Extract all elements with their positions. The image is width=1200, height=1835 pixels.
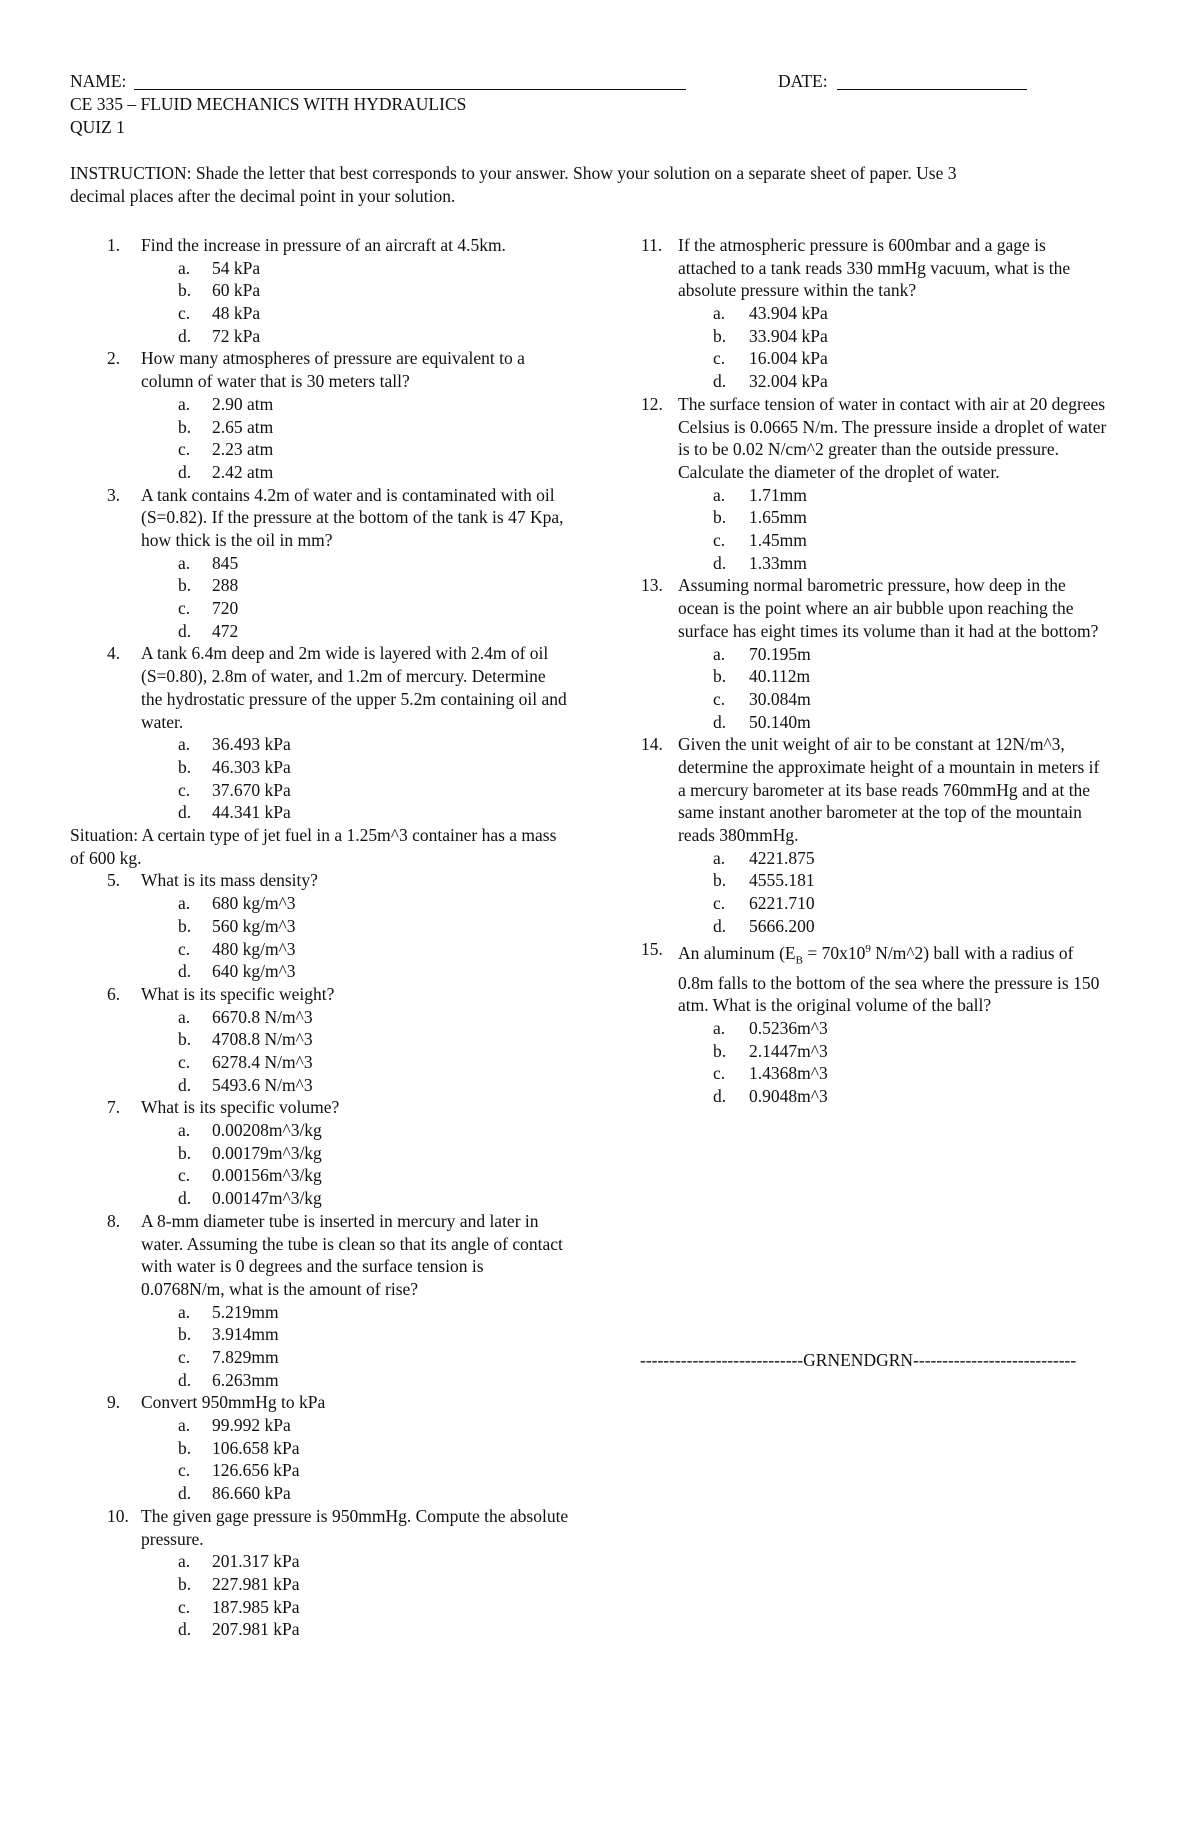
- option-letter[interactable]: d.: [713, 1086, 727, 1107]
- option-letter[interactable]: b.: [178, 575, 192, 596]
- answer-option[interactable]: [638, 552, 1108, 575]
- question-number: 2.: [107, 348, 121, 369]
- question: [70, 347, 570, 392]
- answer-option[interactable]: [70, 1051, 570, 1074]
- question-15: [638, 938, 1108, 1017]
- question: [638, 574, 1108, 642]
- question-number: 13.: [641, 575, 663, 596]
- answer-option[interactable]: [70, 620, 570, 643]
- option-letter[interactable]: a.: [178, 893, 191, 914]
- option-letter[interactable]: c.: [713, 530, 726, 551]
- question-text: A tank contains 4.2m of water and is contaminated with oil (S=0.82). If the pressure at the bottom of the tank is 47 Kpa, how thick is the oil in mm?: [141, 484, 564, 551]
- answer-option[interactable]: [638, 1085, 1108, 1108]
- right-question-group: [638, 234, 1108, 938]
- question-text: What is its specific volume?: [141, 1097, 340, 1118]
- question-text: A tank 6.4m deep and 2m wide is layered with 2.4m of oil (S=0.80), 2.8m of water, and 1.2m of mercury. Determine the hydrostatic pressure of the upper 5.2m containing oil and water.: [141, 643, 567, 732]
- answer-option[interactable]: [70, 1437, 570, 1460]
- answer-option[interactable]: [638, 529, 1108, 552]
- option-letter[interactable]: b.: [178, 756, 192, 777]
- option-letter[interactable]: b.: [178, 1029, 192, 1050]
- answer-option[interactable]: [70, 257, 570, 280]
- option-text: 5.219mm: [212, 1301, 279, 1322]
- answer-option[interactable]: [70, 1550, 570, 1573]
- question: [638, 234, 1108, 302]
- option-text: 0.9048m^3: [749, 1086, 828, 1107]
- answer-option[interactable]: [70, 1074, 570, 1097]
- option-letter[interactable]: b.: [713, 1040, 727, 1061]
- question-text: Given the unit weight of air to be constant at 12N/m^3, determine the approximate height of a mountain in meters if a mercury barometer at its base reads 760mmHg and at the same instant another barometer at the top of the mountain reads 380mmHg.: [678, 734, 1100, 846]
- option-text: 36.493 kPa: [212, 734, 291, 755]
- option-letter[interactable]: c.: [713, 1063, 726, 1084]
- answer-option[interactable]: [70, 1164, 570, 1187]
- answer-option[interactable]: [70, 1323, 570, 1346]
- option-text: 2.1447m^3: [749, 1040, 828, 1061]
- answer-option[interactable]: [70, 915, 570, 938]
- option-text: 6670.8 N/m^3: [212, 1006, 313, 1027]
- option-text: 126.656 kPa: [212, 1460, 300, 1481]
- answer-option[interactable]: [70, 1369, 570, 1392]
- question-text: If the atmospheric pressure is 600mbar and a gage is attached to a tank reads 330 mmHg vacuum, what is the absolute pressure within the tank?: [678, 235, 1071, 301]
- option-text: 2.90 atm: [212, 393, 274, 414]
- answer-option[interactable]: [70, 279, 570, 302]
- option-letter[interactable]: c.: [178, 779, 191, 800]
- question-number: 4.: [107, 643, 121, 664]
- question-number: 8.: [107, 1210, 121, 1231]
- question-15-text-part-2: = 70x10: [802, 942, 866, 963]
- question-15-text-part-1: An aluminum (E: [678, 942, 796, 963]
- option-text: 288: [212, 575, 239, 596]
- answer-option[interactable]: [70, 938, 570, 961]
- option-text: 720: [212, 598, 239, 619]
- question-number: 6.: [107, 983, 121, 1004]
- option-letter[interactable]: c.: [178, 938, 191, 959]
- option-letter[interactable]: a.: [178, 552, 191, 573]
- question-number: 5.: [107, 870, 121, 891]
- date-label: DATE:: [778, 71, 828, 91]
- option-text: 2.65 atm: [212, 416, 274, 437]
- question-number: 3.: [107, 484, 121, 505]
- option-text: 44.341 kPa: [212, 802, 291, 823]
- answer-option[interactable]: [70, 1459, 570, 1482]
- quiz-page: [70, 70, 1140, 1640]
- name-label: NAME:: [70, 71, 127, 91]
- answer-option[interactable]: [638, 665, 1108, 688]
- option-letter[interactable]: d.: [178, 1483, 192, 1504]
- question: [70, 642, 570, 733]
- option-text: 472: [212, 620, 239, 641]
- option-text: 1.65mm: [749, 507, 807, 528]
- option-text: 227.981 kPa: [212, 1573, 300, 1594]
- header-row: [70, 70, 1140, 93]
- answer-option[interactable]: [638, 506, 1108, 529]
- option-letter[interactable]: a.: [713, 1017, 726, 1038]
- question: [70, 1391, 570, 1414]
- option-text: 1.45mm: [749, 530, 807, 551]
- answer-option[interactable]: [70, 1596, 570, 1619]
- question-text: The given gage pressure is 950mmHg. Compute the absolute pressure.: [141, 1505, 569, 1549]
- answer-option[interactable]: [70, 325, 570, 348]
- option-letter[interactable]: a.: [713, 484, 726, 505]
- option-text: 60 kPa: [212, 280, 261, 301]
- question-number: 14.: [641, 734, 663, 755]
- answer-option[interactable]: [70, 1482, 570, 1505]
- option-text: 30.084m: [749, 688, 811, 709]
- option-text: 4221.875: [749, 847, 815, 868]
- question-text: What is its specific weight?: [141, 983, 335, 1004]
- question: [70, 1096, 570, 1119]
- option-letter[interactable]: c.: [713, 348, 726, 369]
- option-text: 0.00179m^3/kg: [212, 1142, 322, 1163]
- course-title: CE 335 – FLUID MECHANICS WITH HYDRAULICS: [70, 94, 467, 114]
- option-text: 32.004 kPa: [749, 371, 828, 392]
- option-letter[interactable]: d.: [178, 1369, 192, 1390]
- answer-option[interactable]: [70, 1618, 570, 1641]
- option-letter[interactable]: a.: [178, 1415, 191, 1436]
- option-letter[interactable]: a.: [178, 1120, 191, 1141]
- option-letter[interactable]: d.: [178, 1188, 192, 1209]
- option-letter[interactable]: b.: [713, 666, 727, 687]
- option-text: 6278.4 N/m^3: [212, 1051, 313, 1072]
- question-number: 15.: [641, 938, 663, 959]
- answer-option[interactable]: [638, 711, 1108, 734]
- left-question-group-1: [70, 234, 570, 824]
- option-letter[interactable]: d.: [178, 802, 192, 823]
- option-letter[interactable]: b.: [178, 1437, 192, 1458]
- option-text: 40.112m: [749, 666, 811, 687]
- option-letter[interactable]: b.: [178, 1142, 192, 1163]
- option-text: 0.00156m^3/kg: [212, 1165, 322, 1186]
- answer-option[interactable]: [70, 393, 570, 416]
- option-letter[interactable]: b.: [178, 280, 192, 301]
- option-text: 0.5236m^3: [749, 1017, 828, 1038]
- end-mark: ----------------------------GRNENDGRN----------------------------: [640, 1350, 1077, 1370]
- option-text: 4555.181: [749, 870, 815, 891]
- question-number: 10.: [107, 1505, 129, 1526]
- question-text: Convert 950mmHg to kPa: [141, 1392, 326, 1413]
- name-blank-line: [134, 89, 686, 90]
- option-letter[interactable]: d.: [713, 711, 727, 732]
- question-number: 9.: [107, 1392, 121, 1413]
- answer-option[interactable]: [70, 1142, 570, 1165]
- instruction-line-2: decimal places after the decimal point in your solution.: [70, 186, 456, 206]
- option-text: 187.985 kPa: [212, 1596, 300, 1617]
- answer-option[interactable]: [638, 325, 1108, 348]
- option-text: 16.004 kPa: [749, 348, 828, 369]
- date-blank-line: [837, 89, 1027, 90]
- option-letter[interactable]: d.: [178, 1619, 192, 1640]
- answer-option[interactable]: [638, 869, 1108, 892]
- answer-option[interactable]: [70, 1187, 570, 1210]
- instruction-line-1: INSTRUCTION: Shade the letter that best corresponds to your answer. Show your solution on a separate sheet of paper. Use 3: [70, 163, 957, 183]
- option-text: 5666.200: [749, 915, 815, 936]
- option-text: 480 kg/m^3: [212, 938, 296, 959]
- answer-option[interactable]: [70, 1346, 570, 1369]
- option-text: 2.23 atm: [212, 439, 274, 460]
- option-letter[interactable]: b.: [713, 870, 727, 891]
- option-letter[interactable]: c.: [178, 1460, 191, 1481]
- question-15-subscript: B: [795, 953, 803, 966]
- option-text: 5493.6 N/m^3: [212, 1074, 313, 1095]
- instruction: [70, 162, 1080, 208]
- option-letter[interactable]: c.: [178, 1051, 191, 1072]
- option-letter[interactable]: b.: [178, 915, 192, 936]
- question-number: 1.: [107, 235, 121, 255]
- option-text: 50.140m: [749, 711, 811, 732]
- answer-option[interactable]: [70, 461, 570, 484]
- option-letter[interactable]: c.: [178, 1165, 191, 1186]
- option-letter[interactable]: d.: [178, 961, 192, 982]
- answer-option[interactable]: [638, 1017, 1108, 1040]
- option-letter[interactable]: a.: [713, 643, 726, 664]
- option-text: 6221.710: [749, 893, 815, 914]
- option-text: 1.33mm: [749, 552, 807, 573]
- answer-option[interactable]: [70, 1119, 570, 1142]
- option-text: 0.00147m^3/kg: [212, 1188, 322, 1209]
- option-letter[interactable]: b.: [178, 1324, 192, 1345]
- question-text: The surface tension of water in contact with air at 20 degrees Celsius is 0.0665 N/m. The pressure inside a droplet of water is to be 0.02 N/cm^2 greater than the outside pressure. Calculate the diameter of the droplet of water.: [678, 393, 1107, 482]
- answer-option[interactable]: [70, 756, 570, 779]
- answer-option[interactable]: [638, 643, 1108, 666]
- option-letter[interactable]: a.: [713, 847, 726, 868]
- question-number: 12.: [641, 393, 663, 414]
- option-letter[interactable]: d.: [178, 620, 192, 641]
- answer-option[interactable]: [638, 688, 1108, 711]
- option-text: 1.71mm: [749, 484, 807, 505]
- option-text: 4708.8 N/m^3: [212, 1029, 313, 1050]
- answer-option[interactable]: [70, 779, 570, 802]
- option-letter[interactable]: d.: [713, 371, 727, 392]
- question-number: 7.: [107, 1097, 121, 1118]
- answer-option[interactable]: [70, 1414, 570, 1437]
- answer-option[interactable]: [70, 733, 570, 756]
- answer-option[interactable]: [638, 370, 1108, 393]
- answer-option[interactable]: [70, 597, 570, 620]
- answer-option[interactable]: [70, 302, 570, 325]
- option-letter[interactable]: d.: [178, 325, 192, 346]
- question-number: 11.: [641, 235, 663, 255]
- situation-text: Situation: A certain type of jet fuel in a 1.25m^3 container has a mass of 600 kg.: [70, 825, 557, 868]
- right-column: [638, 234, 1108, 1108]
- question: [70, 1505, 570, 1550]
- option-text: 845: [212, 552, 239, 573]
- answer-option[interactable]: [638, 892, 1108, 915]
- question-text: A 8-mm diameter tube is inserted in mercury and later in water. Assuming the tube is clean so that its angle of contact with water is 0 degrees and the surface tension is 0.0768N/m, what is the amount of rise?: [141, 1210, 563, 1299]
- answer-option[interactable]: [70, 892, 570, 915]
- option-letter[interactable]: d.: [713, 552, 727, 573]
- answer-option[interactable]: [70, 416, 570, 439]
- option-letter[interactable]: a.: [713, 303, 726, 324]
- option-letter[interactable]: b.: [178, 1573, 192, 1594]
- option-letter[interactable]: a.: [178, 734, 191, 755]
- answer-option[interactable]: [70, 1028, 570, 1051]
- question-text: Assuming normal barometric pressure, how deep in the ocean is the point where an air bubble upon reaching the surface has eight times its volume than it had at the bottom?: [678, 575, 1099, 641]
- option-letter[interactable]: a.: [178, 257, 191, 278]
- option-text: 207.981 kPa: [212, 1619, 300, 1640]
- question-15-options: [638, 1017, 1108, 1108]
- option-letter[interactable]: c.: [713, 893, 726, 914]
- option-text: 70.195m: [749, 643, 811, 664]
- answer-option[interactable]: [638, 484, 1108, 507]
- answer-option[interactable]: [70, 960, 570, 983]
- option-text: 1.4368m^3: [749, 1063, 828, 1084]
- question: [70, 1210, 570, 1301]
- answer-option[interactable]: [70, 801, 570, 824]
- option-letter[interactable]: b.: [713, 325, 727, 346]
- option-text: 46.303 kPa: [212, 756, 291, 777]
- option-letter[interactable]: c.: [178, 598, 191, 619]
- option-text: 640 kg/m^3: [212, 961, 296, 982]
- option-text: 33.904 kPa: [749, 325, 828, 346]
- question-text: How many atmospheres of pressure are equivalent to a column of water that is 30 meters tall?: [141, 348, 525, 392]
- option-letter[interactable]: c.: [178, 439, 191, 460]
- answer-option[interactable]: [70, 438, 570, 461]
- option-text: 0.00208m^3/kg: [212, 1120, 322, 1141]
- question-15-superscript: 9: [865, 942, 871, 955]
- answer-option[interactable]: [70, 1573, 570, 1596]
- answer-option[interactable]: [70, 574, 570, 597]
- answer-option[interactable]: [638, 302, 1108, 325]
- option-letter[interactable]: b.: [178, 416, 192, 437]
- answer-option[interactable]: [70, 552, 570, 575]
- option-letter[interactable]: c.: [178, 1596, 191, 1617]
- option-text: 560 kg/m^3: [212, 915, 296, 936]
- answer-option[interactable]: [638, 915, 1108, 938]
- answer-option[interactable]: [70, 1006, 570, 1029]
- left-column: [70, 234, 570, 1641]
- option-letter[interactable]: c.: [713, 688, 726, 709]
- option-text: 106.658 kPa: [212, 1437, 300, 1458]
- option-text: 86.660 kPa: [212, 1483, 291, 1504]
- answer-option[interactable]: [638, 347, 1108, 370]
- option-text: 43.904 kPa: [749, 303, 828, 324]
- answer-option[interactable]: [70, 1301, 570, 1324]
- option-text: 54 kPa: [212, 257, 261, 278]
- question-text: What is its mass density?: [141, 870, 318, 891]
- option-letter[interactable]: b.: [713, 507, 727, 528]
- question: [70, 983, 570, 1006]
- answer-option[interactable]: [638, 1040, 1108, 1063]
- answer-option[interactable]: [638, 847, 1108, 870]
- option-text: 48 kPa: [212, 303, 261, 324]
- question: [638, 733, 1108, 847]
- question: [70, 234, 570, 257]
- option-text: 37.670 kPa: [212, 779, 291, 800]
- quiz-title: QUIZ 1: [70, 117, 125, 137]
- option-letter[interactable]: a.: [178, 1551, 191, 1572]
- option-text: 2.42 atm: [212, 461, 274, 482]
- option-letter[interactable]: d.: [713, 915, 727, 936]
- option-letter[interactable]: d.: [178, 1074, 192, 1095]
- option-text: 680 kg/m^3: [212, 893, 296, 914]
- option-letter[interactable]: c.: [178, 303, 191, 324]
- left-question-group-2: [70, 869, 570, 1641]
- question: [70, 869, 570, 892]
- question: [70, 484, 570, 552]
- option-text: 72 kPa: [212, 325, 261, 346]
- option-text: 201.317 kPa: [212, 1551, 300, 1572]
- option-letter[interactable]: d.: [178, 461, 192, 482]
- option-text: 6.263mm: [212, 1369, 279, 1390]
- option-letter[interactable]: a.: [178, 393, 191, 414]
- question-text: Find the increase in pressure of an aircraft at 4.5km.: [141, 235, 506, 255]
- question: [638, 393, 1108, 484]
- option-letter[interactable]: a.: [178, 1301, 191, 1322]
- option-letter[interactable]: a.: [178, 1006, 191, 1027]
- option-text: 99.992 kPa: [212, 1415, 291, 1436]
- option-text: 7.829mm: [212, 1346, 279, 1367]
- question-15-text-part-3: N/m^2) ball with a radius of 0.8m falls to the bottom of the sea where the pressure is 150 atm. What is the original volume of the ball?: [678, 942, 1100, 1016]
- option-text: 3.914mm: [212, 1324, 279, 1345]
- option-letter[interactable]: c.: [178, 1346, 191, 1367]
- answer-option[interactable]: [638, 1062, 1108, 1085]
